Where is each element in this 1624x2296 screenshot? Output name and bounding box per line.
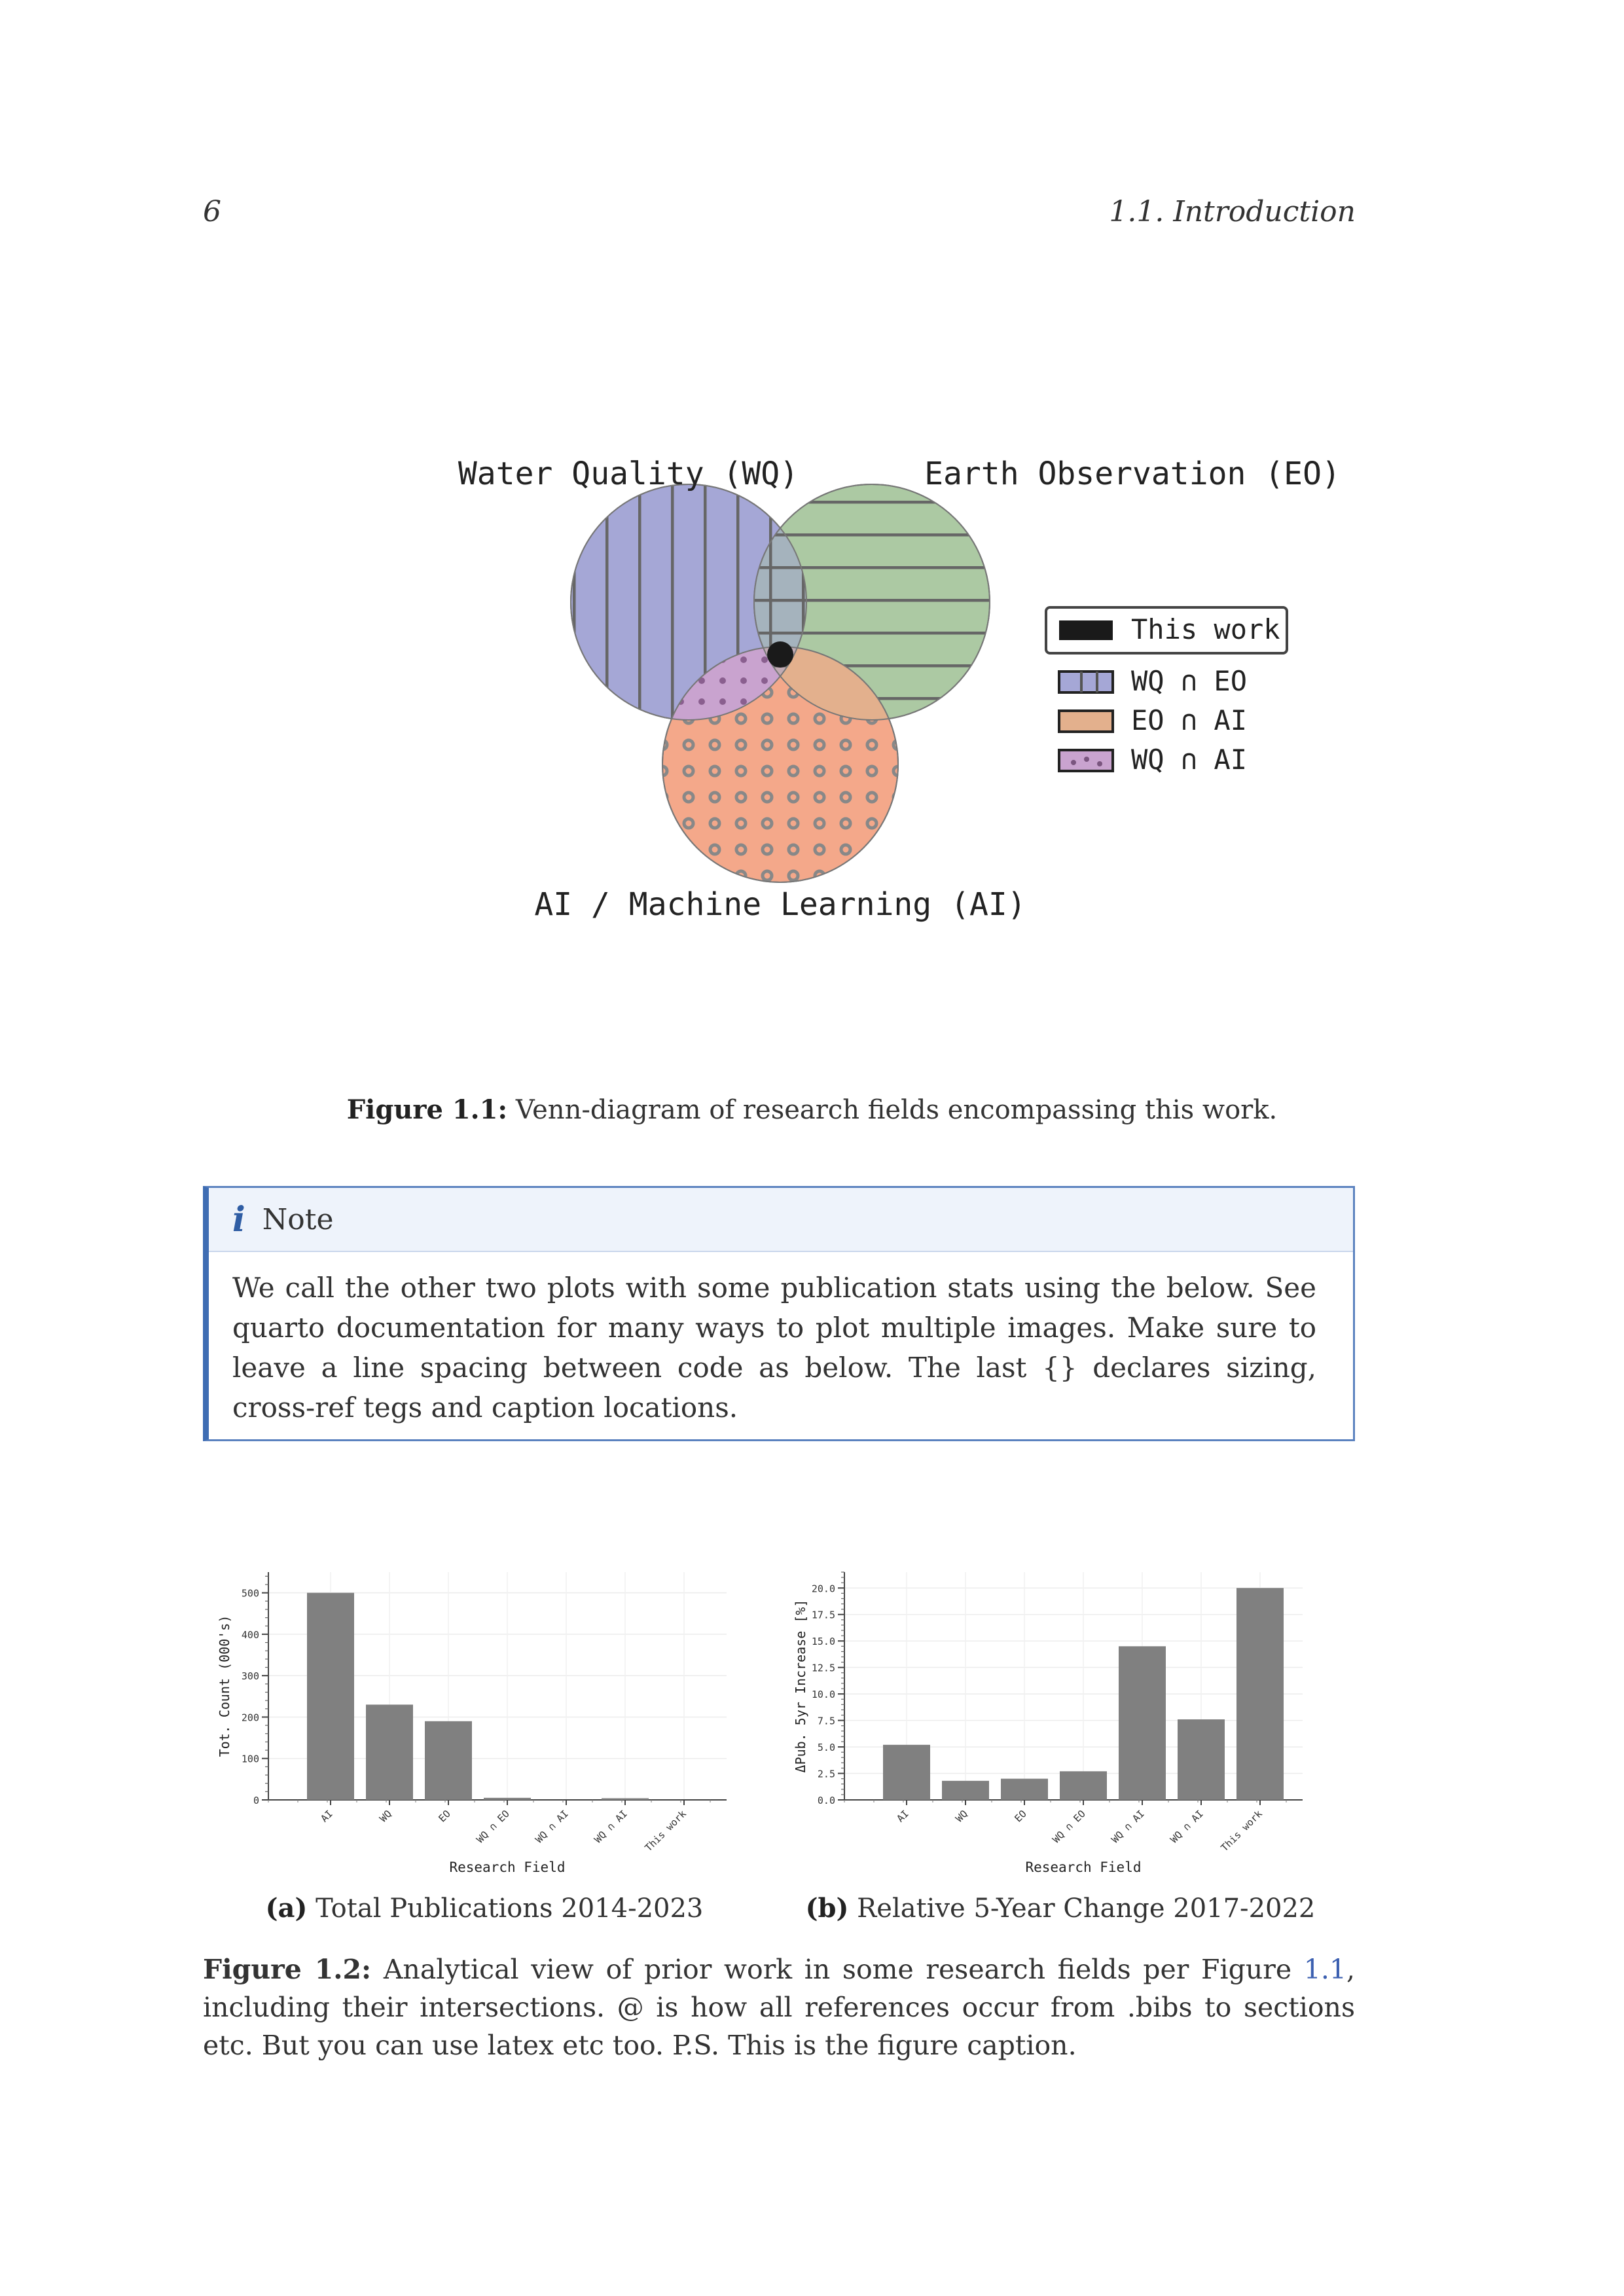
x-tick-label: This work <box>1218 1808 1265 1854</box>
x-tick-label: WQ <box>953 1808 970 1825</box>
y-tick-label: 12.5 <box>811 1662 835 1674</box>
subcaption-a-label: (a) <box>265 1893 308 1924</box>
subcaption-b-text: Relative 5-Year Change 2017-2022 <box>857 1893 1316 1924</box>
figure-1-2-text-after: , including their intersections. @ is how all references occur from .bibs to sections etc. But you can use latex etc too. P.S. This is the figure caption. <box>203 1954 1355 2061</box>
y-tick-label: 100 <box>241 1753 259 1765</box>
y-tick-label: 17.5 <box>811 1609 835 1621</box>
legend-swatch-wq-eo <box>1059 672 1113 692</box>
x-tick-label: WQ ∩ AI <box>1168 1808 1206 1846</box>
x-tick-label: WQ ∩ AI <box>1109 1808 1147 1846</box>
y-tick-label: 2.5 <box>817 1768 835 1780</box>
venn-label-ai: AI / Machine Learning (AI) <box>534 886 1026 923</box>
x-axis-label: Research Field <box>449 1859 566 1875</box>
venn-label-eo: Earth Observation (EO) <box>924 456 1341 492</box>
this-work-marker <box>767 641 793 668</box>
subcaption-b-label: (b) <box>805 1893 849 1924</box>
x-tick-label: WQ ∩ AI <box>533 1808 571 1846</box>
figure-1-1-crossref-link[interactable]: 1.1 <box>1303 1954 1346 1985</box>
running-section-title: 1.1. Introduction <box>1109 195 1356 228</box>
y-tick-label: 7.5 <box>817 1715 835 1727</box>
bar-chart-total-publications <box>209 1558 759 1898</box>
y-tick-label: 10.0 <box>811 1689 835 1701</box>
legend-label-wq-eo: WQ ∩ EO <box>1131 665 1248 697</box>
x-axis-label: Research Field <box>1025 1859 1142 1875</box>
bar <box>307 1593 354 1800</box>
info-icon: i <box>232 1199 245 1240</box>
figure-1-1-caption <box>0 1094 1624 1125</box>
bar <box>366 1704 413 1800</box>
x-tick-label: EO <box>436 1808 453 1825</box>
y-tick-label: 5.0 <box>817 1742 835 1754</box>
bar <box>883 1745 930 1800</box>
bar <box>1119 1646 1166 1800</box>
note-title: Note <box>262 1202 334 1236</box>
y-tick-label: 20.0 <box>811 1583 835 1595</box>
x-tick-label: AI <box>318 1808 335 1825</box>
subcaption-a <box>209 1893 759 1924</box>
venn-legend <box>1046 607 1287 776</box>
figure-1-1-label: Figure 1.1: <box>346 1094 508 1125</box>
x-tick-label: This work <box>642 1808 689 1854</box>
bar-chart-relative-change <box>785 1558 1335 1898</box>
legend-swatch-eo-ai <box>1059 711 1113 732</box>
y-tick-label: 200 <box>241 1712 259 1724</box>
y-tick-label: 0 <box>253 1795 259 1806</box>
y-axis-label: ΔPub. 5yr Increase [%] <box>793 1599 808 1773</box>
y-tick-label: 15.0 <box>811 1636 835 1648</box>
x-tick-label: EO <box>1012 1808 1029 1825</box>
bar <box>1236 1588 1284 1800</box>
y-tick-label: 0.0 <box>817 1795 835 1806</box>
legend-label-wq-ai: WQ ∩ AI <box>1131 744 1248 776</box>
subcaption-a-text: Total Publications 2014-2023 <box>316 1893 704 1924</box>
figure-1-1-text: Venn-diagram of research fields encompassing this work. <box>515 1095 1278 1125</box>
figure-1-2-caption <box>203 1950 1355 2064</box>
bar <box>1178 1719 1225 1800</box>
bar <box>425 1721 472 1800</box>
bar <box>942 1781 989 1800</box>
legend-label-eo-ai: EO ∩ AI <box>1131 704 1248 736</box>
note-header <box>209 1188 1353 1252</box>
venn-diagram <box>0 0 1624 982</box>
y-axis-label: Tot. Count (000's) <box>217 1615 232 1757</box>
legend-swatch-this-work <box>1059 620 1113 640</box>
x-tick-label: WQ ∩ AI <box>592 1808 630 1846</box>
figure-1-2-label: Figure 1.2: <box>203 1954 372 1985</box>
page-number: 6 <box>203 195 221 228</box>
x-tick-label: AI <box>894 1808 911 1825</box>
bar <box>1060 1771 1107 1800</box>
legend-label-this-work: This work <box>1131 613 1280 645</box>
x-tick-label: WQ ∩ EO <box>1050 1808 1088 1846</box>
bar <box>602 1798 649 1800</box>
venn-label-wq: Water Quality (WQ) <box>458 456 799 492</box>
x-tick-label: WQ <box>377 1808 394 1825</box>
note-body: We call the other two plots with some publication stats using the below. See quarto documentation for many ways to plot multiple images. Make sure to leave a line spacing between code as below. The last {} declares sizing, cross-ref tegs and caption locations. <box>232 1272 1316 1424</box>
bar <box>484 1798 531 1800</box>
x-tick-label: WQ ∩ EO <box>474 1808 512 1846</box>
y-tick-label: 400 <box>241 1628 259 1641</box>
bar <box>1001 1779 1048 1800</box>
figure-1-2-text-before: Analytical view of prior work in some research fields per Figure <box>383 1954 1304 1985</box>
note-callout <box>203 1186 1355 1441</box>
y-tick-label: 500 <box>241 1587 259 1600</box>
subcaption-b <box>785 1893 1335 1924</box>
y-tick-label: 300 <box>241 1670 259 1683</box>
